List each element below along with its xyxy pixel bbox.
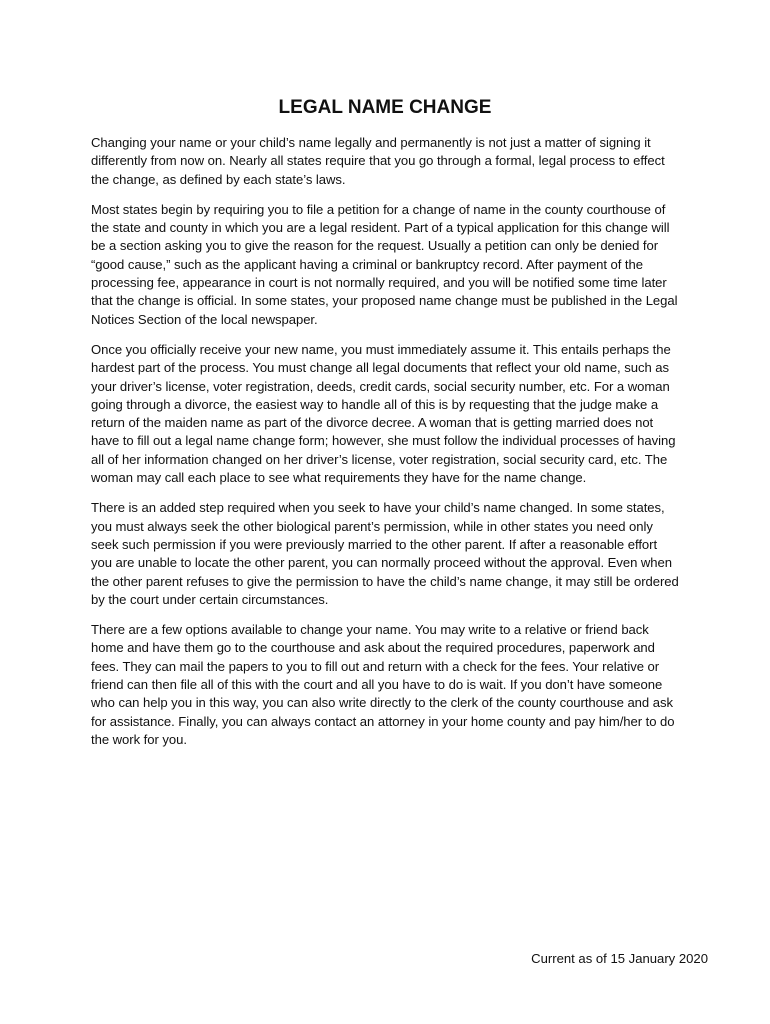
document-title: LEGAL NAME CHANGE (278, 97, 492, 118)
paragraph-child-name: There is an added step required when you seek to have your child’s name changed. In some states, you must always seek the other biological parent’s permission, while in other states you need only seek such permission if you were previously married to the other parent. If after a reasonable effort you are unable to locate the other parent, you can normally proceed without the approval. Even when the other parent refuses to give the permission to have the child’s name change, it may still be ordered by the court under certain circumstances. (91, 500, 679, 607)
currency-date-footer: Current as of 15 January 2020 (531, 951, 708, 966)
paragraph-intro: Changing your name or your child’s name legally and permanently is not just a matter of signing it differently from now on. Nearly all states require that you go through a formal, legal process to effect the change, as defined by each state’s laws. (91, 135, 665, 187)
paragraph-petition: Most states begin by requiring you to file a petition for a change of name in the county courthouse of the state and county in which you are a legal resident. Part of a typical application for this change will be a section asking you to give the reason for the request. Usually a petition can only be denied for “good cause,” such as the applicant having a criminal or bankruptcy record. After payment of the processing fee, appearance in court is not normally required, and you will be notified some time later that the change is official. In some states, your proposed name change must be published in the Legal Notices Section of the local newspaper. (91, 201, 678, 327)
paragraph-new-name: Once you officially receive your new name, you must immediately assume it. This entails perhaps the hardest part of the process. You must change all legal documents that reflect your old name, such as your driver’s license, voter registration, deeds, credit cards, social security number, etc. For a woman going through a divorce, the easiest way to handle all of this is by requesting that the judge make a return of the maiden name as part of the divorce decree. A woman that is getting married does not have to fill out a legal name change form; however, she must follow the individual processes of having all of her information changed on her driver’s license, voter registration, social security card, etc. The woman may call each place to see what requirements they have for the name change. (91, 341, 676, 486)
document-body (91, 134, 681, 761)
paragraph-options: There are a few options available to change your name. You may write to a relative or friend back home and have them go to the courthouse and ask about the required procedures, paperwork and fees. They can mail the papers to you to fill out and return with a check for the fees. Your relative or friend can then file all of this with the court and all you have to do is wait. If you don’t have someone who can help you in this way, you can also write directly to the clerk of the county courthouse and ask for assistance. Finally, you can always contact an attorney in your home county and pay him/her to do the work for you. (91, 622, 675, 747)
